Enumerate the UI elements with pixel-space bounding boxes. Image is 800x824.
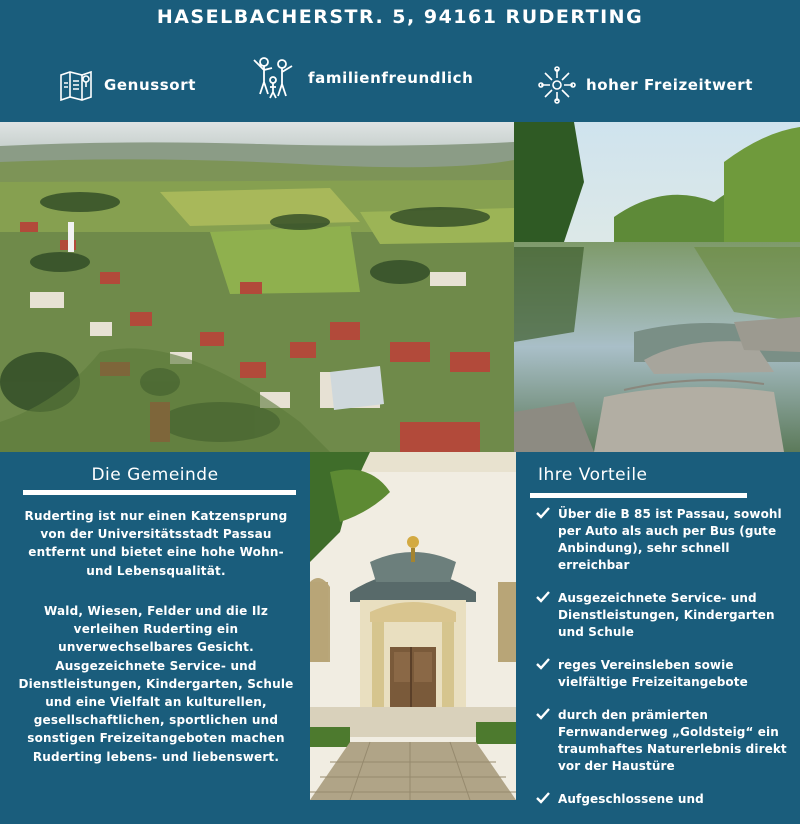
feature-label: Genussort	[104, 76, 196, 94]
leisure-activities-icon	[538, 66, 576, 104]
address-title: HASELBACHERSTR. 5, 94161 RUDERTING	[156, 6, 644, 28]
chapel-photo	[310, 452, 516, 800]
vorteile-list	[536, 506, 798, 824]
check-icon	[536, 658, 550, 670]
vorteile-section	[516, 452, 800, 806]
feature-freizeitwert	[538, 65, 753, 105]
check-icon	[536, 792, 550, 804]
list-item	[536, 506, 798, 574]
family-icon	[250, 54, 298, 102]
feature-label: hoher Freizeitwert	[586, 76, 754, 94]
list-item	[536, 707, 798, 775]
gemeinde-divider	[23, 490, 296, 495]
list-item	[536, 657, 798, 691]
vorteil-text: Ausgezeichnete Service- und Dienstleistungen, Kindergarten und Schule	[558, 591, 775, 639]
feature-genussort	[58, 65, 196, 105]
vorteil-text: Aufgeschlossene und	[558, 792, 704, 806]
gemeinde-paragraph-2: Wald, Wiesen, Felder und die Ilz verleihen Ruderting ein unverwechselbares Gesicht. Ausgezeichnete Service- und Dienstleistungen, Kindergarten, Schule und eine Vielfalt an kulturellen, gesellschaftlichen, sportlichen und sonstigen Freizeitangeboten machen Ruderting lebens- und liebenswert.	[18, 604, 294, 764]
vorteil-text: Über die B 85 ist Passau, sowohl per Auto als auch per Bus (gute Anbindung), sehr schnell erreichbar	[558, 507, 782, 572]
vorteile-title: Ihre Vorteile	[538, 465, 648, 485]
check-icon	[536, 708, 550, 720]
vorteile-divider	[530, 493, 747, 498]
header-banner	[0, 0, 800, 122]
feature-label: familienfreundlich	[308, 69, 474, 87]
vorteil-text: reges Vereinsleben sowie vielfältige Freizeitangebote	[558, 658, 748, 689]
vorteil-text: durch den prämierten Fernwanderweg „Goldsteig“ ein traumhaftes Naturerlebnis direkt vor der Haustüre	[558, 708, 787, 773]
aerial-village-photo	[0, 122, 514, 452]
feature-familienfreundlich	[250, 58, 473, 98]
river-landscape-photo	[514, 122, 800, 452]
map-book-icon	[58, 67, 94, 103]
check-icon	[536, 591, 550, 603]
check-icon	[536, 507, 550, 519]
gemeinde-section	[0, 452, 310, 800]
gemeinde-paragraph-1: Ruderting ist nur einen Katzensprung von der Universitätsstadt Passau entfernt und bietet eine hohe Wohn- und Lebensqualität.	[24, 509, 288, 578]
list-item	[536, 590, 798, 641]
gemeinde-title: Die Gemeinde	[91, 465, 219, 485]
